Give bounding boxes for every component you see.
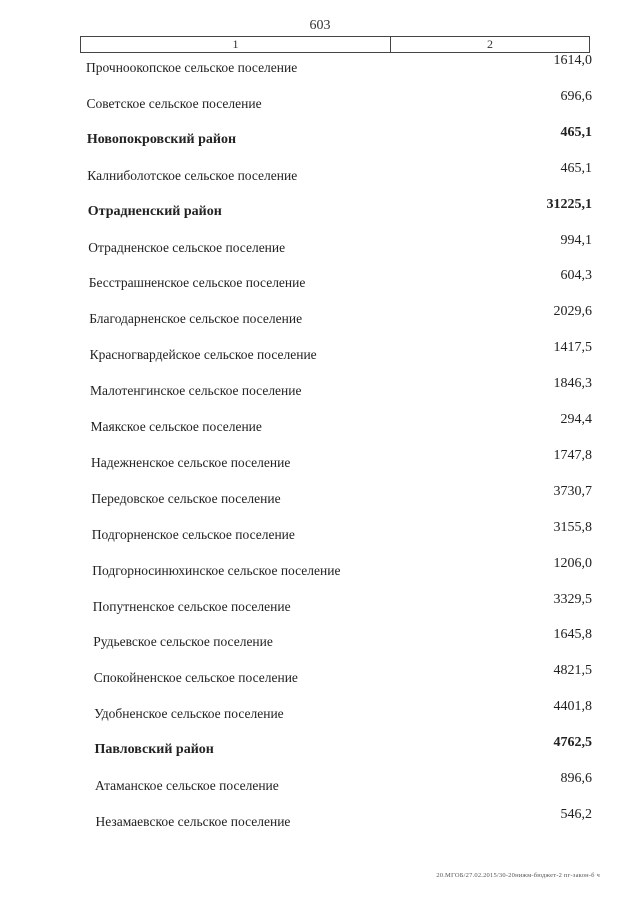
table-row [0,555,640,587]
row-name: Маякское сельское поселение [90,419,262,434]
table-row [0,663,640,694]
row-value: 3730,7 [553,483,592,499]
row-value: 696,6 [560,88,592,104]
row-value: 994,1 [560,232,592,248]
row-value: 31225,1 [546,196,592,212]
row-name: Павловский район [94,742,214,758]
column-header-1: 1 [81,37,391,52]
row-name: Атаманское сельское поселение [95,778,279,793]
table-row [0,124,640,156]
table-row [0,447,640,479]
table-row [0,268,640,299]
table-row [0,771,640,802]
row-name: Попутненское сельское поселение [92,598,291,614]
row-name: Подгорносинюхинское сельское поселение [92,562,341,578]
table-row [0,196,640,228]
table-row [0,53,640,84]
row-name: Советское сельское поселение [86,95,262,111]
row-name: Новопокровский район [86,131,237,147]
row-value: 294,4 [560,412,592,427]
row-value: 1747,8 [553,447,592,463]
row-value: 1846,3 [553,376,592,392]
table-row [0,627,640,658]
row-name: Незамаевское сельское поселение [95,813,291,829]
footer-filename: 20.МГОБ/27.02.2015/30-20нижм-бюджет-2 пг-закон-б ч [436,872,600,879]
page-number: 603 [309,18,331,33]
row-value: 1614,0 [553,53,592,68]
row-value: 1417,5 [553,340,592,356]
row-value: 4762,5 [553,735,592,751]
row-name: Спокойненское сельское поселение [93,670,298,686]
row-name: Красногвардейское сельское поселение [89,347,317,363]
row-value: 2029,6 [553,304,592,320]
table-row [0,232,640,264]
row-name: Рудьевское сельское поселение [93,634,273,650]
row-value: 4821,5 [553,663,592,679]
table-row [0,519,640,551]
table-row [0,806,640,838]
row-name: Удобненское сельское поселение [94,706,284,722]
row-value: 896,6 [560,771,592,786]
row-name: Калниболотское сельское поселение [87,167,298,183]
table-row [0,88,640,120]
row-name: Бесстрашненское сельское поселение [88,275,306,291]
table-row [0,304,640,335]
row-value: 1206,0 [553,555,592,571]
table-row [0,699,640,730]
row-name: Передовское сельское поселение [91,490,281,506]
row-value: 465,1 [560,124,592,140]
table-row [0,340,640,371]
row-value: 604,3 [560,268,592,284]
row-name: Подгорненское сельское поселение [91,526,295,542]
column-header-2: 2 [487,37,493,51]
row-name: Прочноокопское сельское поселение [86,60,298,75]
table-row [0,412,640,443]
row-value: 3155,8 [553,519,592,535]
table-row [0,160,640,192]
row-name: Надежненское сельское поселение [91,454,291,470]
row-name: Отрадненское сельское поселение [88,239,286,255]
row-value: 546,2 [560,806,592,822]
table-row [0,483,640,515]
table-row [0,376,640,407]
row-value: 465,1 [560,160,592,176]
table-row [0,591,640,623]
row-name: Малотенгинское сельское поселение [90,383,302,399]
row-value: 3329,5 [553,591,592,607]
row-name: Благодарненское сельское поселение [89,311,303,327]
row-value: 4401,8 [553,699,592,715]
row-value: 1645,8 [553,627,592,643]
row-name: Отрадненский район [87,203,222,219]
table-row [0,735,640,766]
